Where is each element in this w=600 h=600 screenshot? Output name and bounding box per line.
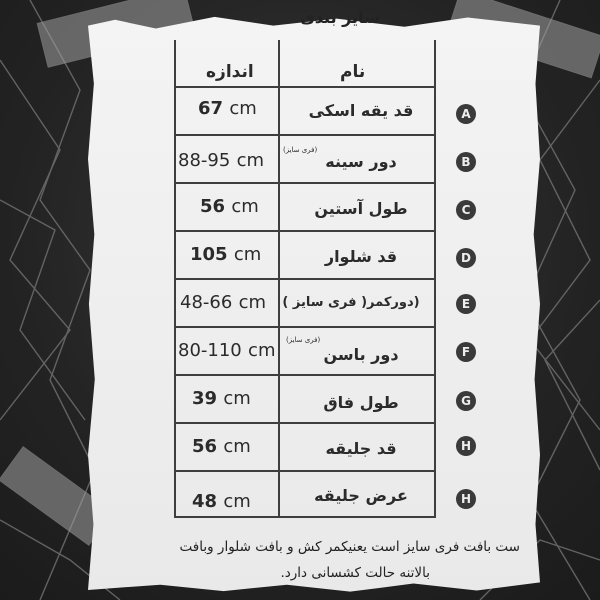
header-name: نام — [340, 62, 366, 82]
size-value: 48 cm — [192, 491, 251, 512]
row-divider — [174, 470, 436, 472]
measure-name: عرض جلیقه — [314, 486, 408, 505]
row-letter-badge: G — [456, 391, 476, 411]
measure-name: طول آستین — [314, 199, 408, 218]
row-divider — [174, 422, 436, 424]
free-size-tag: (فری سایز) — [283, 146, 318, 154]
header-divider — [174, 86, 436, 88]
measure-name: طول فاق — [323, 393, 399, 412]
size-value: 88-95 cm — [178, 150, 265, 171]
measure-name: دور باسن — [323, 345, 399, 364]
row-letter-badge: D — [456, 248, 476, 268]
size-note — [108, 534, 520, 586]
measure-name: قد جلیقه — [325, 439, 397, 458]
row-letter-badge: A — [456, 104, 476, 124]
row-letter-badge: E — [456, 294, 476, 314]
header-size: اندازه — [206, 62, 254, 82]
row-divider — [174, 134, 436, 136]
size-value: 39 cm — [192, 388, 251, 409]
free-size-tag: (فری سایز) — [286, 336, 321, 344]
size-value: 80-110 cm — [178, 340, 276, 361]
row-divider — [174, 326, 436, 328]
chart-title: سایز بندی — [300, 8, 380, 27]
row-divider — [174, 374, 436, 376]
note-line-1: ست بافت فری سایز است یعنیکمر کش و بافت شلوار وبافت — [179, 539, 520, 555]
row-letter-badge: H — [456, 436, 476, 456]
row-letter-badge: H — [456, 489, 476, 509]
row-letter-badge: F — [456, 342, 476, 362]
measure-name: قد شلوار — [324, 247, 398, 266]
size-value: 56 cm — [200, 196, 259, 217]
note-line-2: بالاتنه حالت کشسانی دارد. — [280, 565, 430, 581]
measure-name: (دورکمر( فری سایز ) — [282, 295, 420, 310]
row-divider — [174, 230, 436, 232]
size-value: 105 cm — [190, 244, 262, 265]
row-divider — [174, 278, 436, 280]
size-value: 48-66 cm — [180, 292, 267, 313]
row-letter-badge: C — [456, 200, 476, 220]
row-letter-badge: B — [456, 152, 476, 172]
size-value: 67 cm — [198, 98, 257, 119]
row-divider — [174, 182, 436, 184]
table-border-bottom — [174, 516, 436, 518]
measure-name: قد یقه اسکی — [308, 101, 414, 120]
size-value: 56 cm — [192, 436, 251, 457]
measure-name: دور سینه — [325, 152, 397, 171]
